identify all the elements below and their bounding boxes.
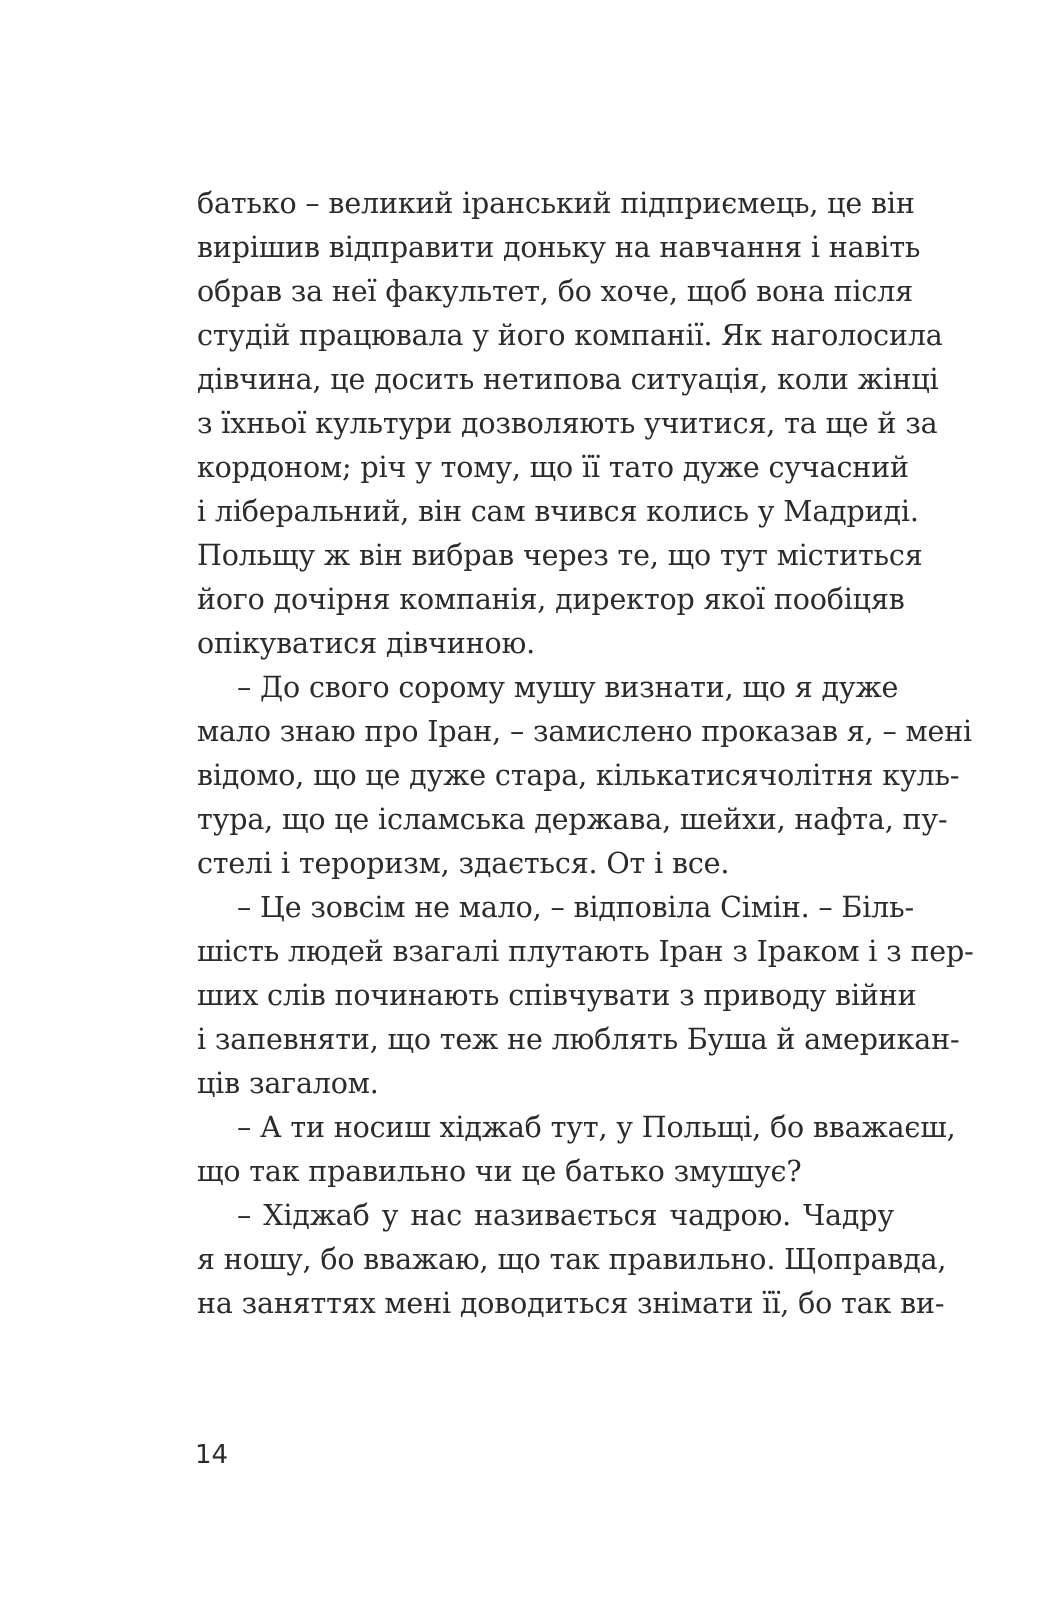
text-line: і ліберальний, він сам вчився колись у Мадриді. [197,495,919,528]
text-line: ців загалом. [197,1067,379,1100]
text-line: студій працювала у його компанії. Як наголосила [197,319,943,352]
text-line: кордоном; річ у тому, що її тато дуже сучасний [197,451,909,484]
text-line: дівчина, це досить нетипова ситуація, коли жінці [197,363,939,396]
text-line: – До свого сорому мушу визнати, що я дуже [237,671,899,704]
text-line: батько – великий іранський підприємець, це він [197,187,915,220]
text-line: ших слів починають співчувати з приводу війни [197,979,917,1012]
page-number: 14 [195,1440,229,1470]
text-line: його дочірня компанія, директор якої пообіцяв [197,583,905,616]
text-line: що так правильно чи це батько змушує? [197,1155,802,1188]
text-line: тура, що це ісламська держава, шейхи, нафта, пу- [197,803,948,836]
text-line: – Це зовсім не мало, – відповіла Сімін. – Біль- [237,891,914,924]
text-line: і запевняти, що теж не люблять Буша й американ- [197,1023,960,1056]
body-text [197,182,974,1326]
text-line: опікуватися дівчиною. [197,627,536,660]
text-line: стелі і тероризм, здається. От і все. [197,847,730,880]
text-line: я ношу, бо вважаю, що так правильно. Щоправда, [197,1243,947,1276]
text-line: мало знаю про Іран, – замислено проказав я, – мені [197,715,972,748]
text-line: – Хіджаб у нас називається чадрою. Чадру [237,1199,894,1232]
text-line: обрав за неї факультет, бо хоче, щоб вона після [197,275,913,308]
text-line: вирішив відправити доньку на навчання і навіть [197,231,921,264]
text-line: – А ти носиш хіджаб тут, у Польщі, бо вважаєш, [237,1111,956,1144]
text-line: Польщу ж він вибрав через те, що тут міститься [197,539,923,572]
text-line: на заняттях мені доводиться знімати її, бо так ви- [197,1287,945,1320]
text-line: відомо, що це дуже стара, кількатисячолітня куль- [197,759,960,792]
text-line: шість людей взагалі плутають Іран з Іраком і з пер- [197,935,974,968]
text-line: з їхньої культури дозволяють учитися, та ще й за [197,407,938,440]
